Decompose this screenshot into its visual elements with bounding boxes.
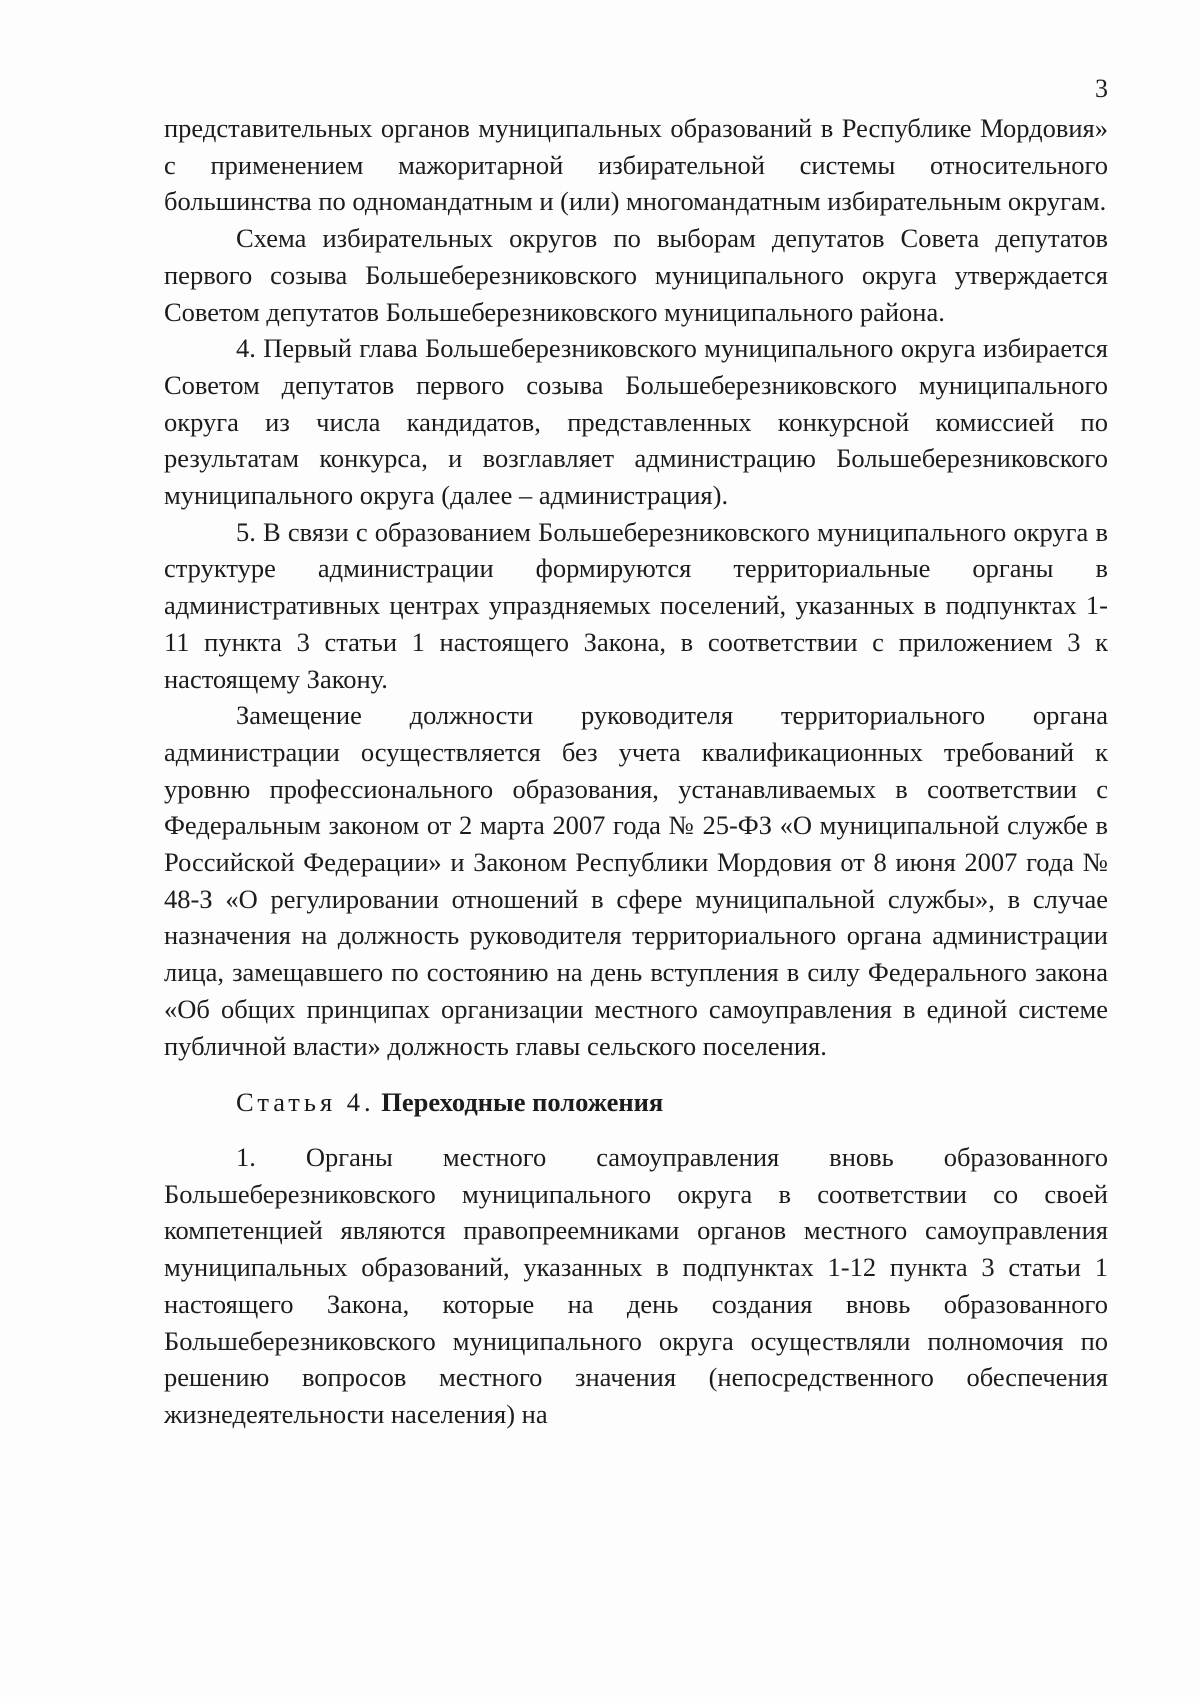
document-body (164, 110, 1108, 1433)
page-number: 3 (1095, 74, 1108, 103)
paragraph: 4. Первый глава Большеберезниковского муниципального округа избирается Советом депутатов первого созыва Большеберезниковского муниципального округа из числа кандидатов, представленных конкурсной комиссией по результатам конкурса, и возглавляет администрацию Большеберезниковского муниципального округа (далее – администрация). (164, 333, 1108, 511)
paragraph: Схема избирательных округов по выборам депутатов Совета депутатов первого созыва Большеберезниковского муниципального округа утверждается Советом депутатов Большеберезниковского муниципального района. (164, 223, 1108, 327)
paragraph: Замещение должности руководителя территориального органа администрации осуществляется без учета квалификационных требований к уровню профессионального образования, устанавливаемых в соответствии с Федеральным законом от 2 марта 2007 года № 25-ФЗ «О муниципальной службе в Российской Федерации» и Законом Республики Мордовия от 8 июня 2007 года № 48-З «О регулировании отношений в сфере муниципальной службы», в случае назначения на должность руководителя территориального органа администрации лица, замещавшего по состоянию на день вступления в силу Федерального закона «Об общих принципах организации местного самоуправления в единой системе публичной власти» должность главы сельского поселения. (164, 700, 1108, 1061)
article-title: Переходные положения (381, 1087, 664, 1118)
paragraph: 5. В связи с образованием Большеберезниковского муниципального округа в структуре администрации формируются территориальные органы в административных центрах упраздняемых поселений, указанных в подпунктах 1-11 пункта 3 статьи 1 настоящего Закона, в соответствии с приложением 3 к настоящему Закону. (164, 516, 1108, 694)
paragraph: представительных органов муниципальных образований в Республике Мордовия» с применением мажоритарной избирательной системы относительного большинства по одномандатным и (или) многомандатным избирательным округам. (164, 113, 1108, 217)
article-label: Статья 4. (236, 1087, 375, 1118)
paragraph: 1. Органы местного самоуправления вновь образованного Большеберезниковского муниципального округа в соответствии со своей компетенцией являются правопреемниками органов местного самоуправления муниципальных образований, указанных в подпунктах 1-12 пункта 3 статьи 1 настоящего Закона, которые на день создания вновь образованного Большеберезниковского муниципального округа осуществляли полномочия по решению вопросов местного значения (непосредственного обеспечения жизнедеятельности населения) на (164, 1141, 1108, 1429)
article-heading (164, 1084, 1108, 1121)
